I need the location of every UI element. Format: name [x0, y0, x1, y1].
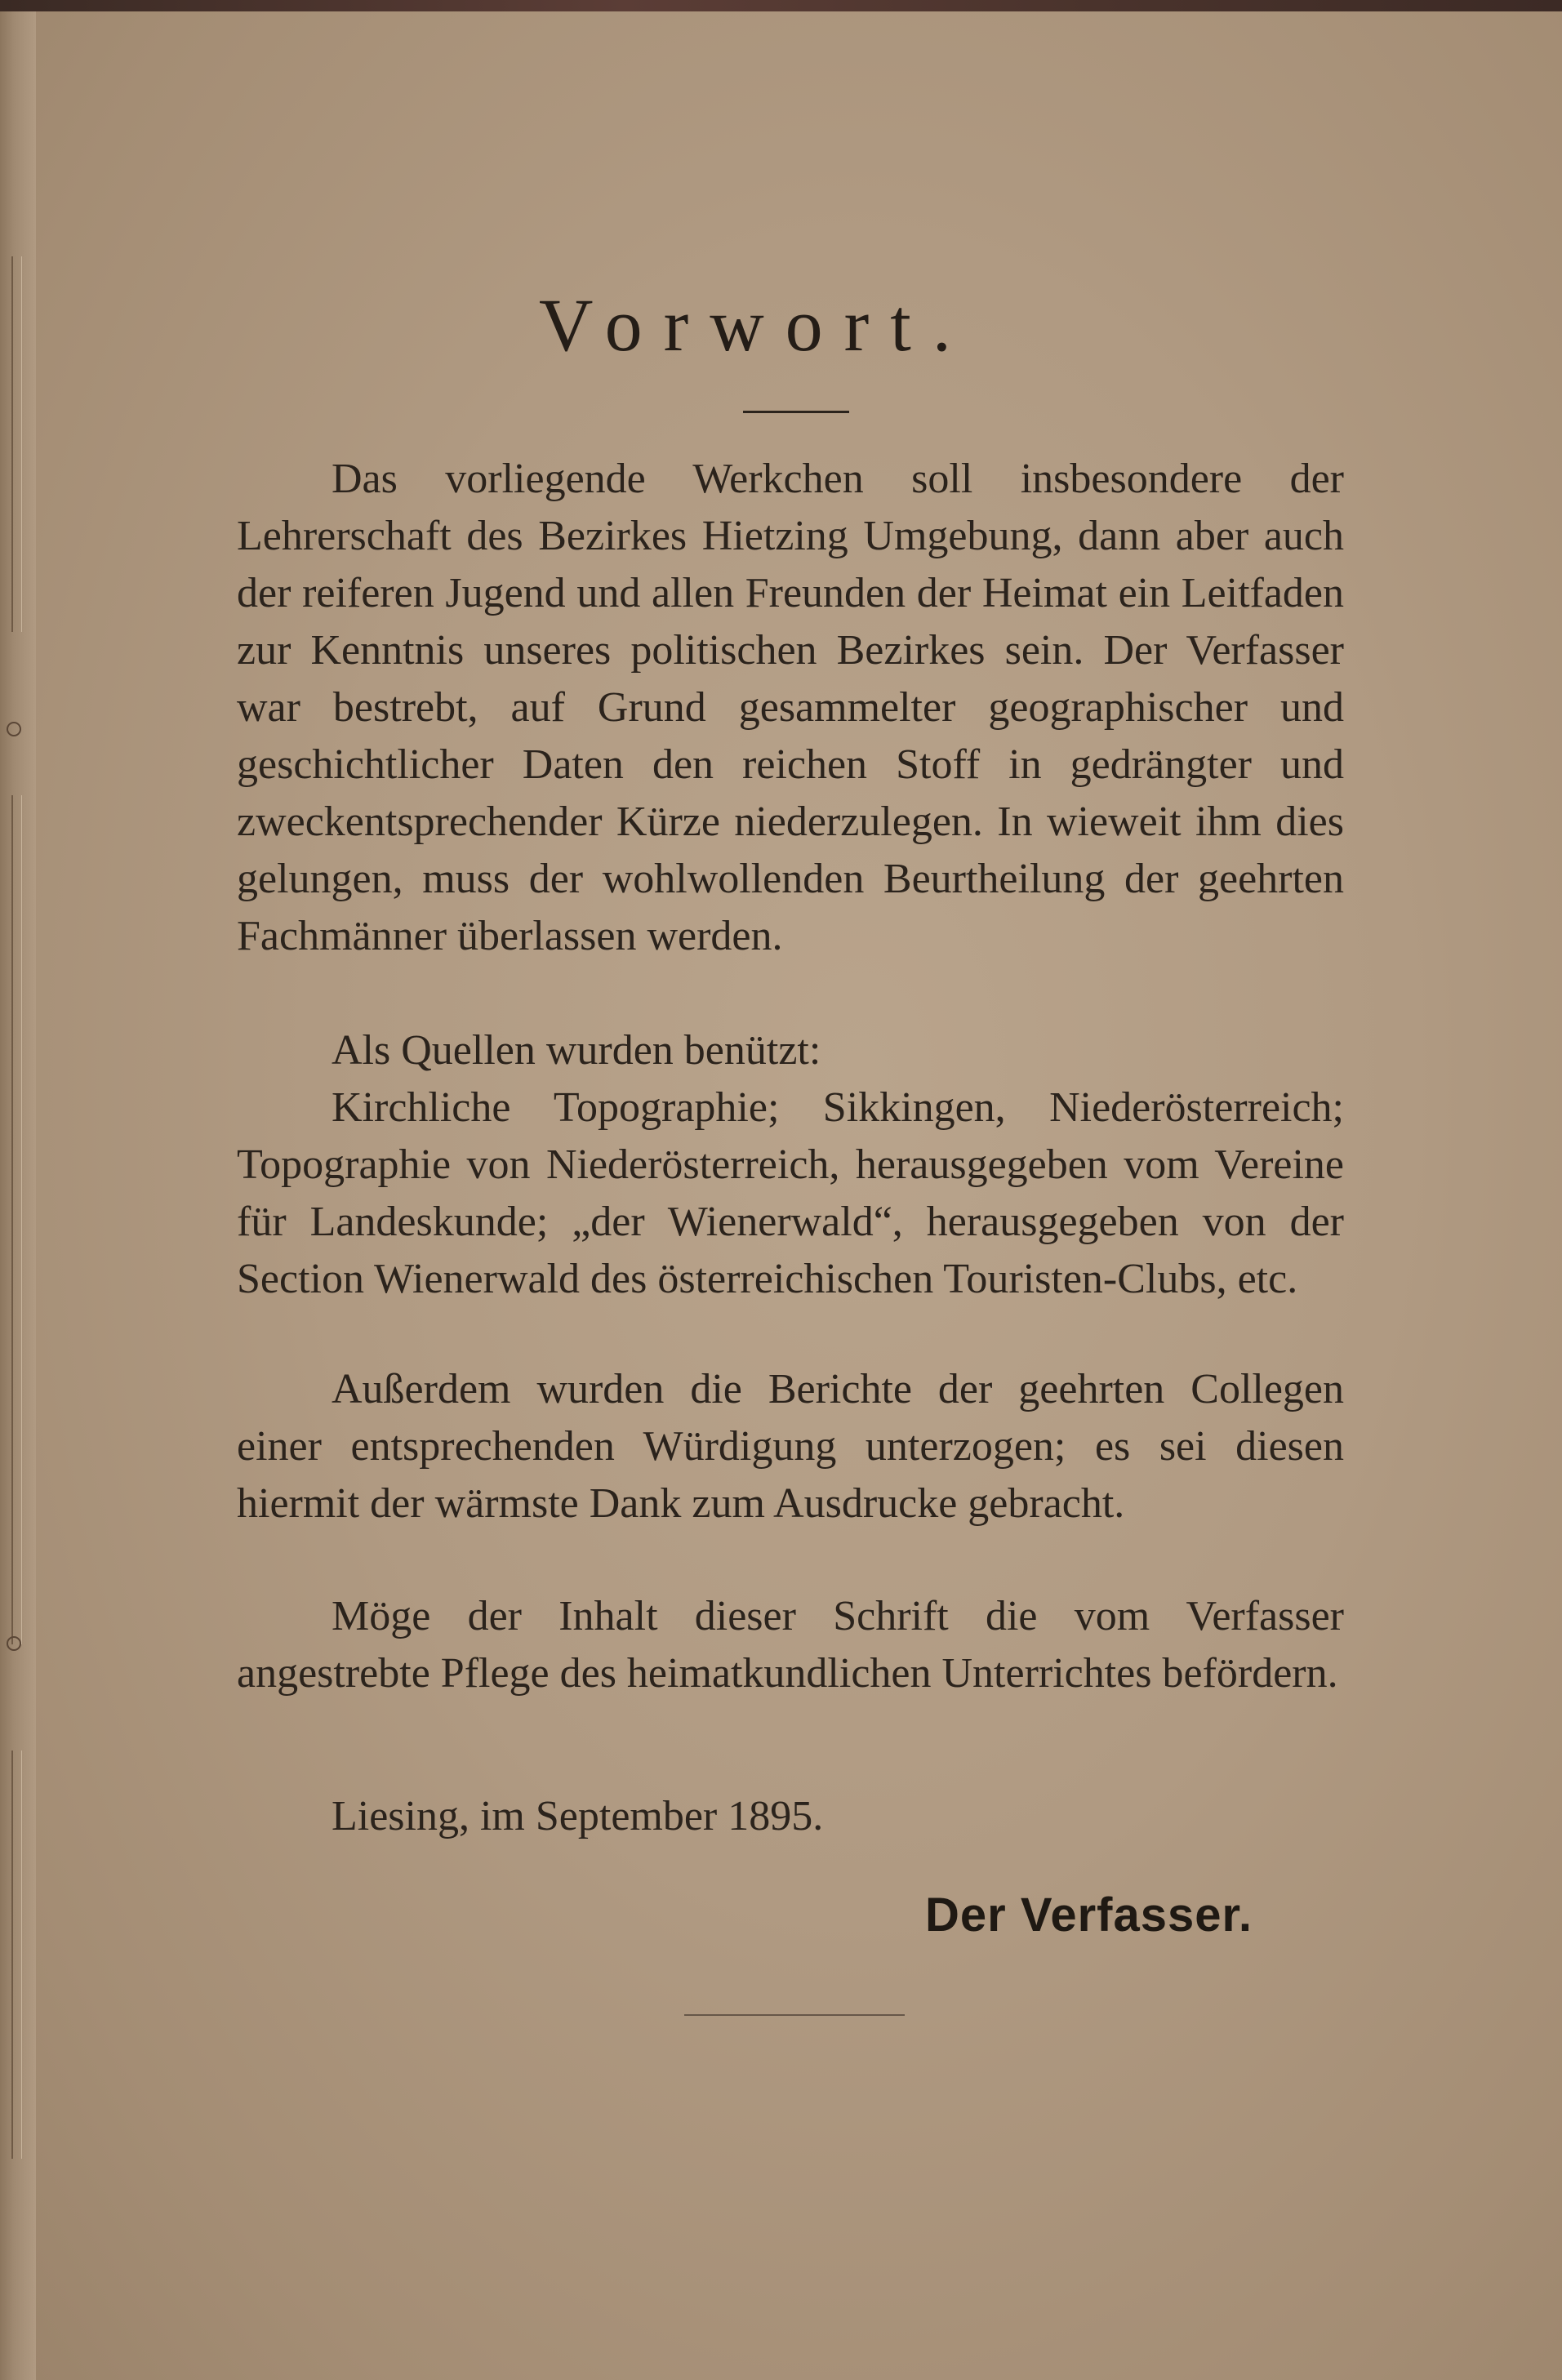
spine-crease: [11, 795, 22, 1644]
place-date-line: Liesing, im September 1895.: [332, 1793, 824, 1839]
page-spine-margin: [0, 11, 36, 2380]
spine-crease: [11, 1751, 22, 2159]
binding-hole-mark: [7, 1636, 21, 1651]
binding-hole-mark: [7, 722, 21, 736]
spine-crease: [11, 256, 22, 632]
closing-divider: [684, 2014, 905, 2016]
paragraph-sources-list: Kirchliche Topographie; Sikkingen, Niederösterreich; Topographie von Niederösterreich, herausgegeben vom Vereine für Landeskunde; „der Wienerwald“, herausgegeben von der Section Wienerwald des österreichischen Touristen-Clubs, etc.: [237, 1084, 1344, 1302]
title-divider: [743, 411, 849, 413]
author-signature: Der Verfasser.: [925, 1888, 1253, 1942]
paragraph-thanks: Außerdem wurden die Berichte der geehrten Collegen einer entsprechenden Würdigung unterzogen; es sei diesen hiermit der wärmste Dank zum Ausdrucke gebracht.: [237, 1366, 1344, 1527]
paragraph-sources-heading: Als Quellen wurden benützt:: [332, 1027, 821, 1074]
paragraph-closing: Möge der Inhalt dieser Schrift die vom Verfasser angestrebte Pflege des heimatkundlichen Unterrichtes befördern.: [237, 1593, 1344, 1697]
page-title: Vorwort.: [539, 283, 972, 367]
paragraph-intro: Das vorliegende Werkchen soll insbesondere der Lehrerschaft des Bezirkes Hietzing Umgebung, dann aber auch der reiferen Jugend und allen Freunden der Heimat ein Leitfaden zur Kenntnis unseres politischen Bezirkes sein. Der Verfasser war bestrebt, auf Grund gesammelter geographischer und geschichtlicher Daten den reichen Stoff in gedrängter und zweckentsprechender Kürze niederzulegen. In wieweit ihm dies gelungen, muss der wohlwollenden Beurtheilung der geehrten Fachmänner überlassen werden.: [237, 456, 1344, 959]
